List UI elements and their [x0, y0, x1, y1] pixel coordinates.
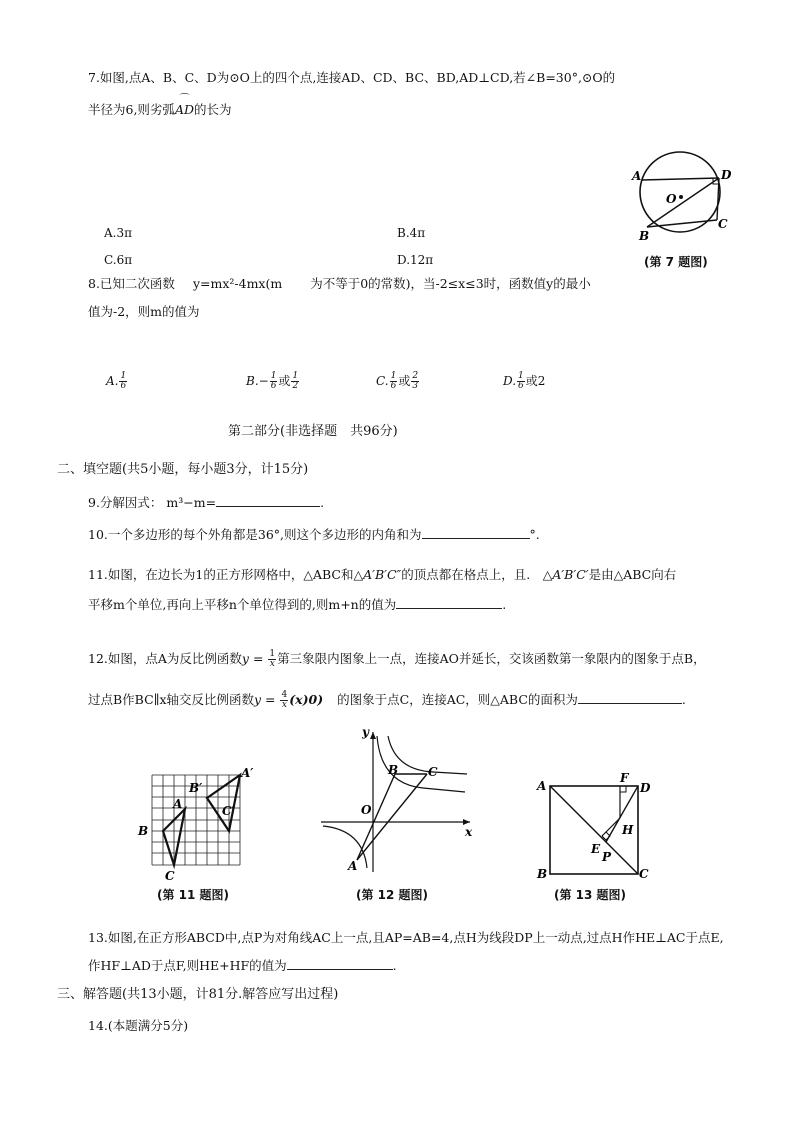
q8-line1: [88, 276, 591, 292]
q13-line2-text: 作HF⊥AD于点F,则HE+HF的值为: [88, 958, 287, 973]
q11-line1b: 的顶点都在格点上，且.: [401, 567, 543, 582]
q8-optD-den: 6: [518, 381, 524, 391]
q12-label-o: O: [361, 803, 372, 817]
q8-optA-num: 1: [120, 371, 127, 381]
q11-caption: (第 11 题图): [157, 888, 230, 902]
q8-option-c: [376, 372, 420, 391]
q8-option-d: [503, 372, 545, 391]
q11-line1: [88, 567, 676, 583]
q12-line-ab: [357, 774, 395, 860]
q12-label-y: y: [362, 725, 369, 739]
q7-option-b: B.4π: [397, 226, 426, 240]
q10: [88, 527, 540, 543]
q8-optB-den2: 2: [292, 381, 299, 391]
q12-label-x: x: [465, 825, 473, 839]
q13-line2: [88, 958, 397, 974]
q11-label-b-prime: B′: [189, 781, 203, 795]
q7-label-b: B: [639, 229, 650, 243]
q8-function: y=mx²-4mx(m: [192, 276, 283, 291]
q7-line2a: 半径为6,则劣弧: [88, 102, 175, 117]
q13-line1: 13.如图,在正方形ABCD中,点P为对角线AC上一点,且AP=AB=4,点H为线段DP上一动点,过点H作HE⊥AC于点E,: [88, 930, 724, 945]
q11-triangle-a2b2c2: [207, 775, 240, 831]
part-two-heading: 第二部分(非选择题 共96分): [228, 424, 398, 439]
q7-arc-label: AD: [174, 102, 194, 117]
q11-triangle-label: △A′B′C″: [353, 567, 402, 582]
q8-option-a: [106, 372, 128, 391]
q12-line1: [88, 650, 706, 669]
q7-label-c: C: [718, 217, 728, 231]
q12-line2b: 的图象于点C，连接AC，则△ABC的面积为: [337, 692, 578, 707]
section-three-heading: 三、解答题(共13小题，计81分.解答应写出过程): [57, 987, 339, 1002]
q8-optC-prefix: C.: [376, 374, 389, 388]
q9-text: 9.分解因式： m³−m=: [88, 495, 217, 510]
q8-optD-tail: 2: [537, 374, 546, 388]
q11-triangle2-label: △A′B′C′: [542, 567, 589, 582]
q11-label-c-prime: C′: [222, 804, 235, 818]
q13-caption: (第 13 题图): [554, 888, 627, 902]
q8-optC-or: 或: [398, 374, 411, 388]
q8-optB-prefix: B.−: [246, 374, 269, 388]
q8-optB-num1: 1: [270, 371, 277, 381]
q12-label-c: C: [428, 765, 438, 779]
q11-label-b: B: [138, 824, 149, 838]
q7-option-a: A.3π: [104, 226, 133, 240]
q11-line2: [88, 597, 506, 613]
q11-end: .: [502, 597, 507, 612]
q7-chord-cb: [647, 220, 717, 227]
q13-figure: [532, 768, 657, 883]
q8-optB-or: 或: [278, 374, 291, 388]
q11-label-c: C: [165, 869, 175, 883]
q11-label-a: A: [173, 797, 183, 811]
q12-label-b: B: [388, 763, 399, 777]
q7-circle: [640, 152, 720, 232]
q7-chord-ad: [642, 178, 719, 180]
q8-optC-den1: 6: [390, 381, 397, 391]
q13-label-b: B: [537, 867, 548, 881]
q8-optC-num2: 2: [412, 371, 419, 381]
q7-label-d: D: [721, 168, 732, 182]
q13-label-c: C: [639, 867, 649, 881]
q12-eq: =: [248, 651, 268, 666]
q11-line1a: 11.如图，在边长为1的正方形网格中，△ABC和: [88, 567, 354, 582]
q8-optC-num1: 1: [390, 371, 397, 381]
q12-answer-blank: [578, 692, 682, 704]
q13-label-e: E: [591, 842, 601, 856]
q7-option-c: C.6π: [104, 253, 133, 267]
q7-arc-symbol: ⌒ AD: [174, 94, 194, 117]
q12-line-ac: [357, 774, 427, 860]
q12-y: y: [241, 651, 249, 666]
q7-center-dot: [679, 195, 683, 199]
q12-y2: y: [254, 692, 262, 707]
q13-label-h: H: [622, 823, 634, 837]
q13-answer-blank: [287, 958, 393, 970]
q9: [88, 495, 324, 511]
q12-y-arrow: [370, 732, 376, 739]
q11-answer-blank: [396, 597, 502, 609]
q13-label-d: D: [640, 781, 651, 795]
q10-answer-blank: [422, 527, 530, 539]
q8-optA-prefix: A.: [106, 374, 119, 388]
q11-line2-text: 平移m个单位,再向上平移n个单位得到的,则m+n的值为: [88, 597, 397, 612]
q8-line1b: 为不等于0的常数)，当-2≤x≤3时，函数值y的最小: [310, 276, 591, 291]
q12-line1b: 第三象限内图象上一点，连接AO并延长，交该函数第一象限内的图象于点B，: [277, 651, 706, 666]
q13-end: .: [392, 958, 397, 973]
q8-optB-den1: 6: [270, 381, 277, 391]
q12-frac1-den: x: [269, 659, 275, 669]
q12-line2a: 过点B作BC∥x轴交反比例函数: [88, 692, 254, 707]
q12-condition: (x)0): [289, 692, 324, 707]
q8-optD-prefix: D.: [503, 374, 517, 388]
q10-end: °.: [529, 527, 540, 542]
q7-line1: 7.如图,点A、B、C、D为⊙O上的四个点,连接AD、CD、BC、BD,AD⊥CD,若∠B=30°,⊙O的: [88, 70, 616, 85]
q8-optC-den2: 3: [412, 381, 419, 391]
q8-optD-num: 1: [518, 371, 524, 381]
q11-figure: [135, 760, 260, 885]
q12-end: .: [681, 692, 686, 707]
q12-figure: [315, 722, 480, 882]
q11-label-a-prime: A′: [241, 766, 254, 780]
q8-line2: 值为-2，则m的值为: [88, 304, 200, 319]
q13-label-f: F: [620, 771, 629, 785]
q7-caption: (第 7 题图): [644, 255, 708, 269]
q10-text: 10.一个多边形的每个外角都是36°,则这个多边形的内角和为: [88, 527, 422, 542]
q12-line1a: 12.如图，点A为反比例函数: [88, 651, 242, 666]
q7-option-d: D.12π: [397, 253, 434, 267]
q9-answer-blank: [216, 495, 320, 507]
q7-line2b: 的长为: [194, 102, 232, 117]
q9-end: .: [320, 495, 325, 510]
q11-line1c: 是由△ABC向右: [588, 567, 677, 582]
q12-frac1-num: 1: [269, 649, 276, 659]
q12-line2: [88, 691, 686, 710]
q7-label-a: A: [632, 169, 642, 183]
q12-curve-1-over-x-q3: [323, 826, 367, 868]
q12-caption: (第 12 题图): [356, 888, 429, 902]
q12-frac2-den: x: [281, 700, 287, 710]
q12-label-a: A: [348, 859, 358, 873]
q8-optB-num2: 1: [292, 371, 299, 381]
section-two-heading: 二、填空题(共5小题，每小题3分，计15分): [57, 462, 309, 477]
q8-optA-den: 6: [120, 381, 127, 391]
q12-frac2-num: 4: [281, 690, 288, 700]
q14: 14.(本题满分5分): [88, 1018, 189, 1033]
q13-label-p: P: [602, 850, 612, 864]
q7-line2: [88, 94, 232, 118]
q7-figure: [628, 150, 738, 250]
q12-eq2: =: [261, 692, 280, 707]
q13-right-angle-f: [620, 786, 626, 792]
q8-line1a: 8.已知二次函数: [88, 276, 175, 291]
q7-label-o: O: [666, 192, 677, 206]
q8-option-b: [246, 372, 300, 391]
q8-optD-or: 或: [525, 374, 538, 388]
q13-label-a: A: [537, 779, 547, 793]
